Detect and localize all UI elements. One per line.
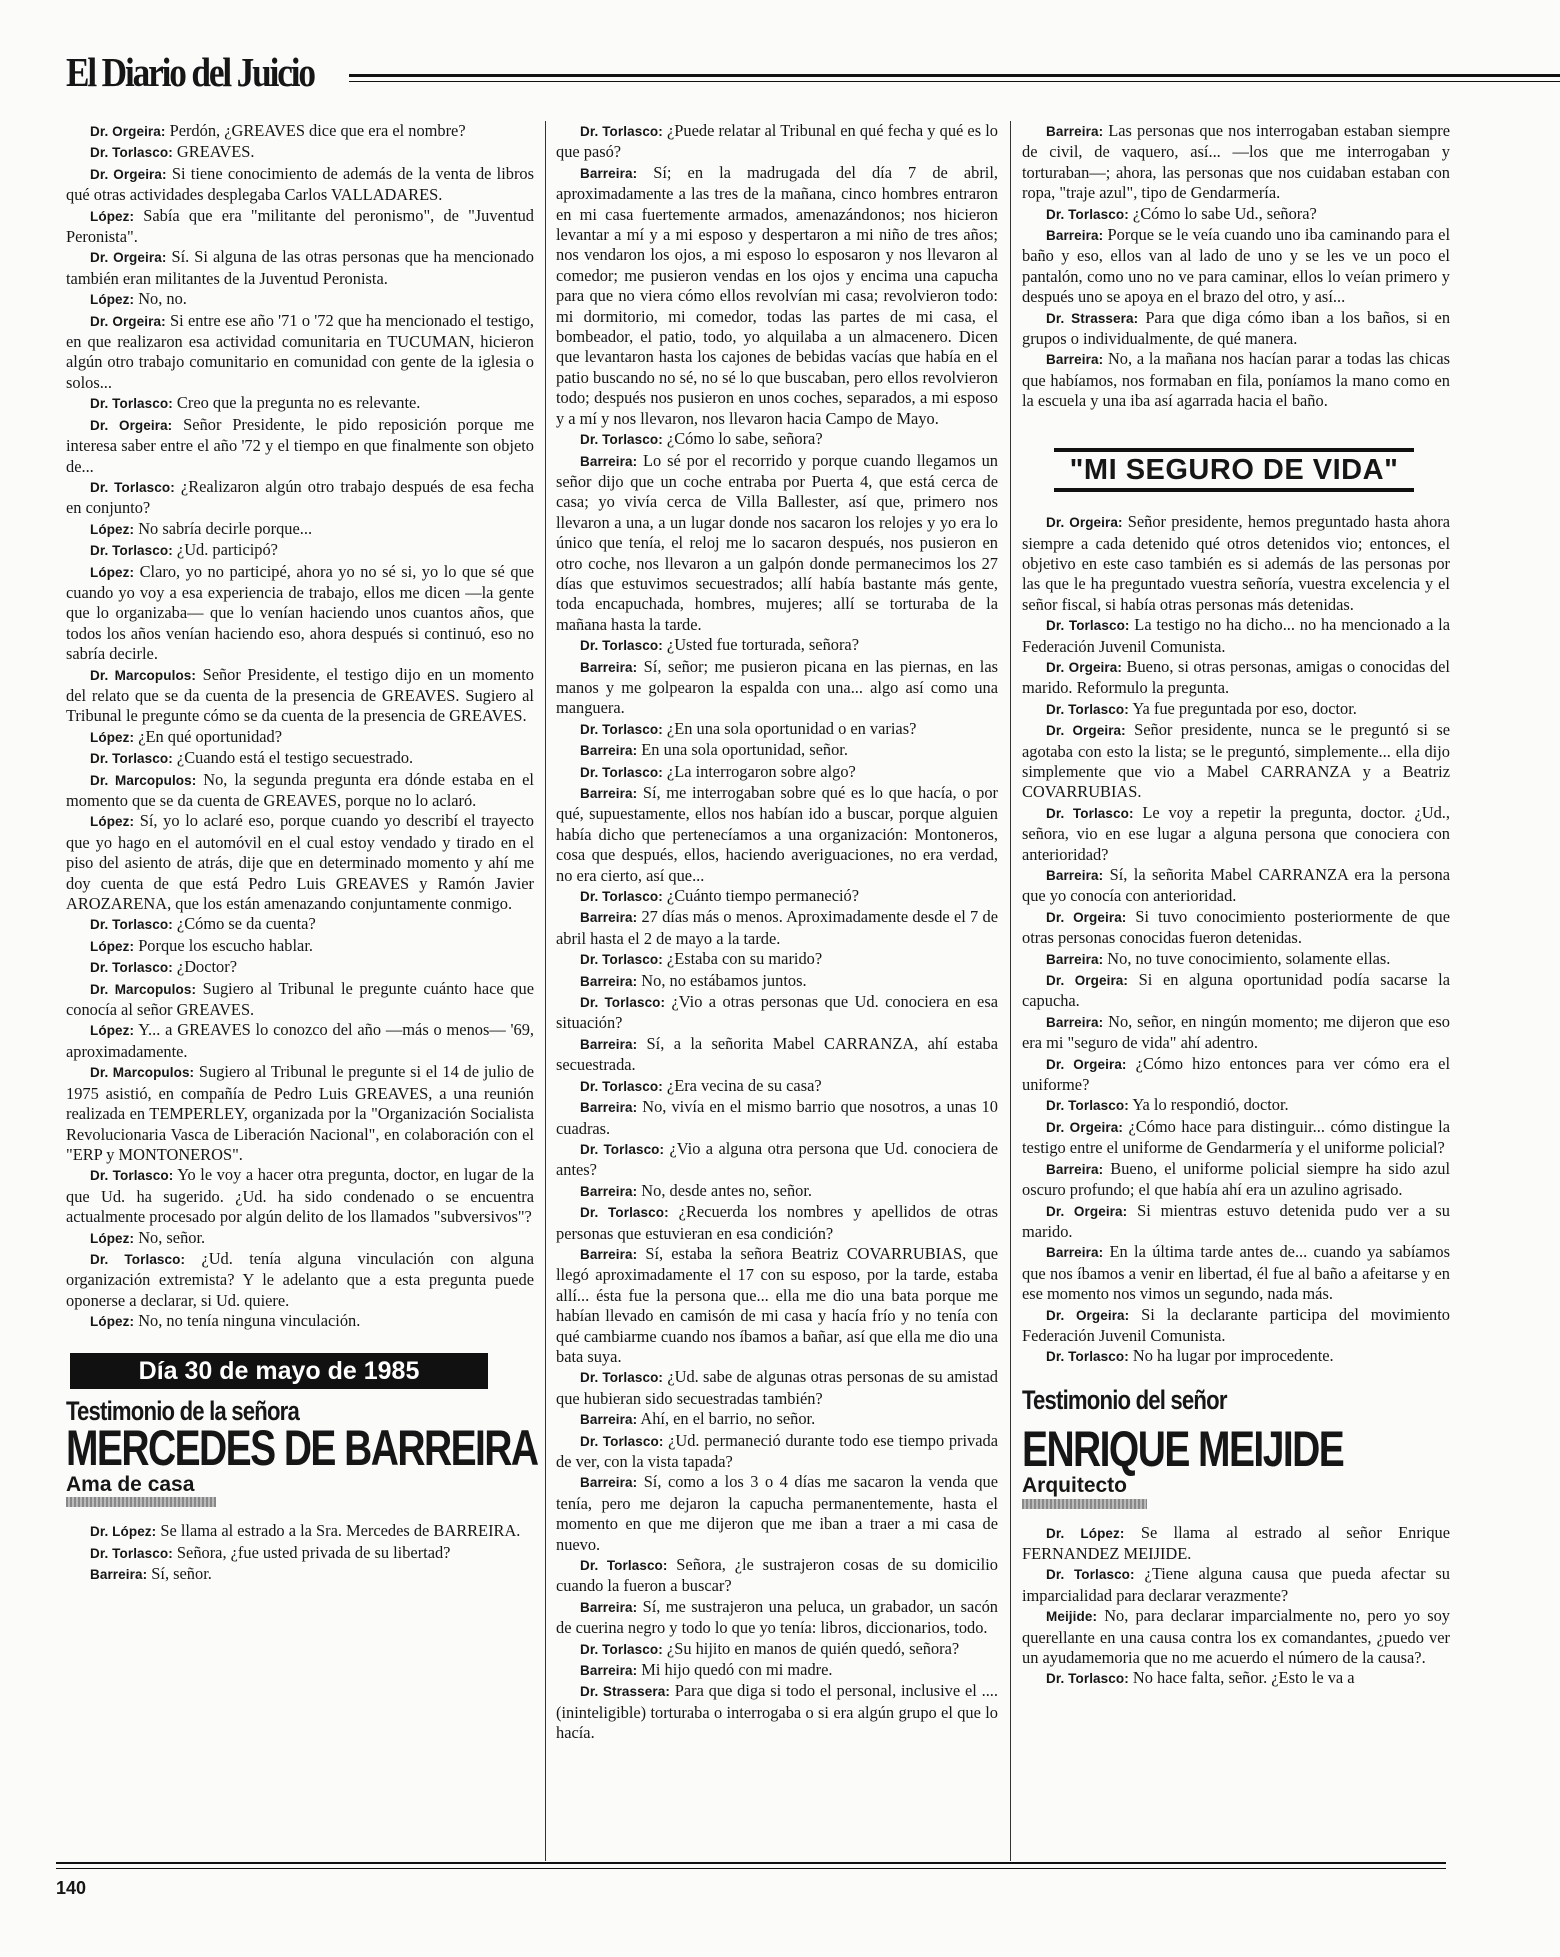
speech-text: Sugiero al Tribunal le pregunte si el 14 de julio de 1975 asistió, en compañía de Pedro Luis GREAVES, a una reunión realizada en TEMPERLEY, organizada por la "Organización Socialista Revolucionaria Vasca de Liberación Nacional", en colaboración con el "ERP y MONTONEROS".	[66, 1062, 535, 1164]
speech-text: No, a la mañana nos hacían parar a todas las chicas que habíamos, nos formaban en fila, poníamos la mano como en la escuela y una iba así agarrada hacia el baño.	[1022, 349, 1450, 411]
speaker-label: Barreira:	[1046, 352, 1104, 368]
speaker-label: Dr. Torlasco:	[580, 432, 663, 448]
speech-text: Claro, yo no participé, ahora yo no sé si, yo lo que sé que cuando yo voy a esa experiencia de trabajo, ellos me dicen —la gente que lo organizaba— que lo venían haciendo unos cuantos años, que todos los años venían haciendo eso, ahora después si continuó, eso no sabría decirle.	[66, 561, 534, 664]
section-heading: "MI SEGURO DE VIDA"	[1054, 448, 1414, 492]
speech-text: No ha lugar por improcedente.	[1128, 1346, 1334, 1366]
transcript-paragraph	[556, 907, 998, 949]
column-3	[1022, 121, 1450, 1690]
speaker-label: Meijide:	[1046, 1609, 1098, 1625]
speech-text: ¿Tiene alguna causa que pueda afectar su imparcialidad para declarar verazmente?	[1022, 1564, 1451, 1605]
transcript-paragraph	[1022, 865, 1450, 907]
transcript-paragraph	[556, 1097, 998, 1139]
speaker-label: Dr. Orgeira:	[1046, 909, 1127, 925]
transcript-paragraph	[66, 1564, 534, 1585]
speaker-label: Dr. Orgeira:	[90, 417, 173, 433]
speech-text: Señor Presidente, el testigo dijo en un momento del relato que se da cuenta de la presencia de GREAVES. Sugiero al Tribunal le pregunte cómo se da cuenta de la presencia de GREAVES.	[66, 664, 535, 726]
transcript-paragraph	[556, 121, 998, 163]
transcript-paragraph	[1022, 1012, 1450, 1054]
transcript-paragraph	[66, 914, 534, 935]
transcript-paragraph	[66, 727, 534, 748]
speaker-label: Dr. Marcopulos:	[90, 981, 197, 997]
speaker-label: Barreira:	[580, 1246, 638, 1262]
speaker-label: Dr. Torlasco:	[1046, 1349, 1129, 1365]
transcript-paragraph	[556, 429, 998, 450]
speech-text: Sí, señor; me pusieron picana en las piernas, en las manos y me golpearon la espalda con una... algo así como una manguera.	[556, 656, 998, 718]
speech-text: ¿Ud. sabe de algunas otras personas de su amistad que hubieran sido secuestradas también?	[556, 1367, 999, 1408]
transcript-paragraph	[66, 289, 534, 310]
transcript-paragraph	[1022, 803, 1450, 865]
transcript-paragraph	[556, 451, 998, 636]
speech-text: En una sola oportunidad, señor.	[637, 740, 848, 760]
speaker-label: López:	[90, 729, 135, 745]
speech-text: ¿Puede relatar al Tribunal en qué fecha y qué es lo que pasó?	[556, 121, 998, 162]
speech-text: Sugiero al Tribunal le pregunte cuánto hace que conocía al señor GREAVES.	[66, 978, 534, 1020]
transcript-paragraph	[1022, 1095, 1450, 1116]
speech-text: ¿Cómo se da cuenta?	[172, 914, 316, 934]
speech-text: Señor Presidente, le pido reposición porque me interesa saber entre el año '72 y el tiempo en que finalmente son objeto de...	[66, 414, 534, 476]
speaker-label: Barreira:	[1046, 1161, 1104, 1177]
speaker-label: Barreira:	[580, 1183, 638, 1199]
transcript-paragraph	[556, 971, 998, 992]
role-underline-shade	[66, 1497, 216, 1507]
footer-rule	[56, 1862, 1446, 1864]
speaker-label: López:	[90, 1314, 135, 1330]
testimony-label: Testimonio de la señora	[66, 1395, 299, 1426]
transcript-paragraph	[556, 163, 998, 429]
speech-text: Lo sé por el recorrido y porque cuando llegamos un señor dijo que un coche entraba por Puerta 4, que está cerca de casa; yo vivía cerca de Villa Ballester, así que, primero nos llevaron a una, a un lugar donde nos sacaron los relojes y yo era lo único que tenía, el reloj me lo sacaron después, nos pusieron en otro coche, nos llevaron a un galpón donde permanecimos los 27 días que estuvimos secuestrados; allí había bastante más gente, toda encapuchada, hombres, mujeres; allí se torturaba de la mañana hasta la tarde.	[556, 450, 998, 634]
speech-text: Sí, me sustrajeron una peluca, un grabador, un sacón de cuerina negro y todo lo que yo tenía: libros, diccionarios, todo.	[556, 1596, 998, 1638]
transcript-paragraph	[556, 1681, 998, 1743]
transcript-paragraph	[1022, 907, 1450, 949]
speaker-label: Barreira:	[1046, 1014, 1104, 1030]
speech-text: No sabría decirle porque...	[134, 518, 313, 538]
speech-text: Yo le voy a hacer otra pregunta, doctor, en lugar de la que Ud. ha sugerido. ¿Ud. ha sido condenado o se encuentra actualmente procesado por algún delito de los llamados "subversivos"?	[66, 1165, 534, 1227]
transcript-paragraph	[1022, 1159, 1450, 1201]
speech-text: ¿Cómo lo sabe Ud., señora?	[1128, 203, 1317, 223]
transcript-paragraph	[556, 1076, 998, 1097]
speaker-label: Dr. Torlasco:	[580, 1558, 668, 1574]
transcript-paragraph	[66, 979, 534, 1021]
transcript-paragraph	[1022, 204, 1450, 225]
speech-text: Sí, la señorita Mabel CARRANZA era la persona que yo conocía con anterioridad.	[1022, 865, 1450, 906]
speaker-label: Dr. Torlasco:	[90, 396, 173, 412]
transcript-paragraph	[1022, 1117, 1450, 1159]
transcript-paragraph	[66, 477, 534, 519]
speech-text: ¿Vio a alguna otra persona que Ud. conociera de antes?	[556, 1138, 998, 1180]
speaker-label: Dr. Torlasco:	[90, 1251, 186, 1267]
speech-text: La testigo no ha dicho... no ha mencionado a la Federación Juvenil Comunista.	[1022, 615, 1450, 656]
footer-rule-thin	[56, 1868, 1446, 1869]
transcript-paragraph	[556, 1034, 998, 1076]
speaker-label: Dr. Marcopulos:	[90, 667, 196, 683]
speech-text: No, desde antes no, señor.	[637, 1180, 812, 1200]
speaker-label: Dr. Strassera:	[1046, 310, 1139, 326]
speech-text: ¿Ud. permaneció durante todo ese tiempo privada de ver, con la vista tapada?	[556, 1430, 998, 1471]
transcript-block	[556, 121, 998, 1744]
witness-role: Ama de casa	[66, 1472, 195, 1496]
speaker-label: Dr. Torlasco:	[580, 764, 663, 780]
transcript-paragraph	[1022, 225, 1450, 308]
speaker-label: Dr. Torlasco:	[1046, 1098, 1129, 1114]
transcript-paragraph	[556, 949, 998, 970]
speaker-label: Barreira:	[580, 1412, 638, 1428]
speaker-label: Dr. Torlasco:	[580, 995, 666, 1011]
transcript-paragraph	[1022, 949, 1450, 970]
speech-text: Sí, estaba la señora Beatriz COVARRUBIAS, que llegó aproximadamente el 17 con su esposo, por la tarde, estaba allí... ésta fue la persona que... ella me dio una bata porque me habían llevado en camisón de mi casa y hacía frío y no tenía con qué cambiarme cuando nos íbamos a bañar, así que ella me dio una bata suya.	[556, 1243, 998, 1366]
speech-text: No, vivía en el mismo barrio que nosotros, a unas 10 cuadras.	[556, 1097, 998, 1138]
speech-text: No hace falta, señor. ¿Esto le va a	[1128, 1668, 1355, 1688]
transcript-paragraph	[66, 1521, 534, 1542]
speech-text: Señora, ¿fue usted privada de su libertad?	[172, 1542, 451, 1562]
transcript-block	[1022, 512, 1450, 1368]
speech-text: Si mientras estuvo detenida pudo ver a su marido.	[1022, 1200, 1450, 1241]
speaker-label: Barreira:	[580, 165, 638, 181]
transcript-paragraph	[556, 1597, 998, 1639]
speech-text: ¿Doctor?	[172, 957, 237, 977]
speaker-label: Dr. Orgeira:	[1046, 973, 1129, 989]
transcript-paragraph	[66, 748, 534, 769]
speaker-label: Dr. Orgeira:	[1046, 1203, 1128, 1219]
speech-text: Sí; en la madrugada del día 7 de abril, aproximadamente a las tres de la mañana, cinco hombres entraron en mi casa fuertemente armados, amenazándonos; nos hicieron levantar a mí y a mi esposo y despertaron a mi niño de tres años; nos vendaron los ojos, a mi esposo lo esposaron y nos llevaron al comedor; me pusieron vendas en los ojos y encima una capucha para que no viera cómo ellos revolvían mi casa; revolvieron todo: mi dormitorio, mi comedor, todas las partes de mi casa, el bombeador, el patio, todo, yo alquilaba a un almacenero. Dicen que levantaron hasta los cajones de bebidas vacías que había en el patio buscando no sé, no sé lo que buscaban, pero ellos revolvieron todo; después nos pusieron en unos coches, separados, a mi esposo y a mí y nos llevaron, nos llevaron hacia Campo de Mayo.	[556, 162, 998, 428]
speaker-label: López:	[90, 521, 135, 537]
speaker-label: Dr. Torlasco:	[1046, 618, 1130, 634]
speech-text: Ahí, en el barrio, no señor.	[637, 1409, 816, 1429]
transcript-paragraph	[66, 665, 534, 727]
transcript-paragraph	[66, 393, 534, 414]
transcript-paragraph	[1022, 1346, 1450, 1367]
speaker-label: Barreira:	[580, 1475, 638, 1491]
masthead-rule	[349, 74, 1560, 77]
speaker-label: Dr. Orgeira:	[90, 166, 167, 182]
speech-text: Sí, yo lo aclaré eso, porque cuando yo describí el trayecto que yo hago en el automóvil en el cual estoy vendado y tirado en el piso del asiento de atrás, dije que en determinado momento y ahí me doy cuenta de que está Pedro Luis GREAVES y Ramón Javier AROZARENA, que los están amenazando conjuntamente conmigo.	[66, 811, 534, 914]
speaker-label: Dr. Torlasco:	[1046, 1567, 1135, 1583]
transcript-paragraph	[556, 1472, 998, 1555]
transcript-paragraph	[66, 519, 534, 540]
speaker-label: Dr. Torlasco:	[580, 1433, 664, 1449]
transcript-paragraph	[556, 1639, 998, 1660]
speaker-label: Dr. Torlasco:	[580, 1141, 665, 1157]
transcript-paragraph	[66, 562, 534, 665]
speech-text: Sí, me interrogaban sobre qué es lo que hacía, o por qué, supuestamente, ellos nos habían ido a buscar, porque alguien había dicho que pertenecíamos a una organización: Montoneros, cosa que después, ellos, haciendo averiguaciones, no era verdad, no era cierto, así que...	[556, 783, 998, 885]
speaker-label: Dr. Torlasco:	[1046, 701, 1129, 717]
speech-text: 27 días más o menos. Aproximadamente desde el 7 de abril hasta el 2 de mayo a la tarde.	[556, 907, 998, 948]
speech-text: ¿Ud. tenía alguna vinculación con alguna organización extremista? Y le adelanto que a esta pregunta puede oponerse a declarar, si Ud. quiere.	[66, 1248, 534, 1310]
speech-text: Sí, señor.	[147, 1564, 212, 1584]
transcript-block	[1022, 121, 1450, 412]
speech-text: Y... a GREAVES lo conozco del año —más o menos— '69, aproximadamente.	[66, 1020, 534, 1061]
transcript-paragraph	[556, 657, 998, 719]
speech-text: Porque se le veía cuando uno iba caminando para el baño y eso, ellos van al lado de uno y se les ve un poco el pantalón, como uno no ve para caminar, ellos lo veían primero y después uno se apoya en el brazo del otro, y así...	[1022, 225, 1450, 307]
transcript-paragraph	[1022, 1668, 1450, 1689]
transcript-paragraph	[556, 762, 998, 783]
speaker-label: Barreira:	[580, 1036, 638, 1052]
speaker-label: Barreira:	[580, 973, 638, 989]
speaker-label: Barreira:	[1046, 951, 1104, 967]
speaker-label: Dr. Marcopulos:	[90, 1065, 195, 1081]
speech-text: Sí, a la señorita Mabel CARRANZA, ahí estaba secuestrada.	[556, 1033, 998, 1075]
transcript-paragraph	[1022, 308, 1450, 350]
speech-text: Sabía que era "militante del peronismo", de "Juventud Peronista".	[66, 205, 534, 247]
speech-text: ¿Usted fue torturada, señora?	[662, 635, 859, 655]
speech-text: ¿En qué oportunidad?	[134, 726, 283, 746]
transcript-paragraph	[66, 1020, 534, 1062]
witness-name: MERCEDES DE BARREIRA	[66, 1419, 538, 1476]
speaker-label: Dr. Torlasco:	[580, 124, 663, 139]
speech-text: ¿En una sola oportunidad o en varias?	[662, 718, 917, 738]
publication-title: El Diario del Juicio	[66, 49, 314, 95]
speaker-label: López:	[90, 292, 135, 308]
transcript-paragraph	[66, 164, 534, 206]
transcript-paragraph	[66, 540, 534, 561]
speech-text: Le voy a repetir la pregunta, doctor. ¿Ud., señora, vio en ese lugar a alguna persona que conociera con anterioridad?	[1022, 802, 1450, 864]
transcript-paragraph	[556, 1431, 998, 1473]
speech-text: Si entre ese año '71 o '72 que ha mencionado el testigo, en que realizaron esa actividad comunitaria en TUCUMAN, hicieron algún otro trabajo comunitario en comunidad con gente de la iglesia o solos...	[66, 310, 535, 392]
speech-text: Señora, ¿le sustrajeron cosas de su domicilio cuando la fueron a buscar?	[556, 1555, 998, 1596]
transcript-paragraph	[1022, 615, 1450, 657]
speaker-label: Barreira:	[580, 1663, 638, 1679]
speaker-label: Barreira:	[1046, 228, 1104, 244]
speaker-label: López:	[90, 208, 135, 224]
speaker-label: Barreira:	[1046, 868, 1104, 883]
speaker-label: Barreira:	[90, 1567, 148, 1583]
speaker-label: Dr. Torlasco:	[1046, 206, 1129, 222]
transcript-paragraph	[66, 142, 534, 163]
date-bar: Día 30 de mayo de 1985	[70, 1353, 488, 1389]
transcript-paragraph	[66, 311, 534, 394]
speaker-label: Dr. Torlasco:	[90, 960, 173, 976]
speech-text: Bueno, el uniforme policial siempre ha sido azul oscuro profundo; el que había ahí era un azulino agrisado.	[1022, 1158, 1450, 1200]
speaker-label: Barreira:	[580, 453, 638, 469]
transcript-paragraph	[1022, 512, 1450, 615]
speech-text: ¿Cuánto tiempo permaneció?	[662, 886, 859, 906]
transcript-paragraph	[66, 1249, 534, 1311]
transcript-block	[66, 121, 534, 1333]
transcript-paragraph	[556, 1555, 998, 1597]
speaker-label: Dr. Torlasco:	[580, 638, 663, 654]
transcript-paragraph	[66, 1311, 534, 1332]
speech-text: Mi hijo quedó con mi madre.	[637, 1660, 833, 1680]
masthead	[66, 48, 1560, 98]
speech-text: Si tiene conocimiento de además de la venta de libros qué otras actividades desplegaba Carlos VALLADARES.	[66, 163, 534, 205]
speaker-label: Dr. Torlasco:	[90, 917, 173, 933]
speech-text: No, para declarar imparcialmente no, pero yo soy querellante en una causa contra los ex comandantes, ¿puedo ver un ayudamemoria que no me acuerdo el número de la causa?.	[1022, 1606, 1450, 1667]
speaker-label: Dr. Torlasco:	[580, 889, 663, 905]
speech-text: ¿La interrogaron sobre algo?	[662, 761, 856, 781]
speech-text: Sí, como a los 3 o 4 días me sacaron la venda que tenía, pero me dejaron la capucha permanentemente, hasta el momento en que me dijeron que me iban a traer a mi casa de nuevo.	[556, 1472, 998, 1554]
speaker-label: Dr. Torlasco:	[1046, 1671, 1129, 1687]
transcript-paragraph	[556, 719, 998, 740]
speech-text: Si la declarante participa del movimiento Federación Juvenil Comunista.	[1022, 1304, 1450, 1345]
speaker-label: Dr. Torlasco:	[580, 1078, 663, 1094]
speaker-label: Dr. Orgeira:	[1046, 1119, 1123, 1135]
transcript-paragraph	[556, 1244, 998, 1367]
speaker-label: Dr. Torlasco:	[90, 751, 173, 767]
speech-text: ¿Vio a otras personas que Ud. conociera en esa situación?	[556, 992, 998, 1033]
transcript-paragraph	[556, 1181, 998, 1202]
speaker-label: Dr. Torlasco:	[580, 721, 663, 737]
speech-text: Bueno, si otras personas, amigas o conocidas del marido. Reformulo la pregunta.	[1022, 656, 1450, 698]
speech-text: Si tuvo conocimiento posteriormente de que otras personas conocidas fueron detenidas.	[1022, 906, 1450, 948]
transcript-paragraph	[1022, 1606, 1450, 1668]
transcript-paragraph	[66, 1165, 534, 1227]
speech-text: Creo que la pregunta no es relevante.	[172, 393, 421, 413]
speech-text: ¿Era vecina de su casa?	[662, 1075, 822, 1095]
transcript-paragraph	[66, 957, 534, 978]
speech-text: No, señor, en ningún momento; me dijeron que eso era mi "seguro de vida" ahí adentro.	[1022, 1011, 1450, 1053]
speech-text: Señor presidente, nunca se le preguntó si se agotaba con esto la lista; se le preguntó, simplemente... ella dijo simplemente que vio a Mabel CARRANZA y a Beatriz COVARRUBIAS.	[1022, 720, 1450, 802]
speech-text: No, la segunda pregunta era dónde estaba en el momento que se da cuenta de GREAVES, porque no lo aclaró.	[66, 769, 534, 810]
speaker-label: Dr. Marcopulos:	[90, 772, 197, 788]
speech-text: Ya lo respondió, doctor.	[1128, 1095, 1289, 1115]
transcript-paragraph	[556, 783, 998, 886]
speaker-label: Dr. Strassera:	[580, 1684, 670, 1700]
speaker-label: Dr. Orgeira:	[1046, 723, 1126, 739]
speaker-label: López:	[90, 564, 135, 580]
role-underline-shade	[1022, 1499, 1147, 1509]
transcript-paragraph	[66, 247, 534, 289]
transcript-paragraph	[556, 1139, 998, 1181]
transcript-paragraph	[1022, 657, 1450, 699]
speech-text: ¿Estaba con su marido?	[662, 949, 823, 969]
transcript-paragraph	[66, 770, 534, 812]
speech-text: ¿Su hijito en manos de quién quedó, señora?	[662, 1638, 960, 1658]
transcript-block	[66, 1521, 534, 1585]
speech-text: Las personas que nos interrogaban estaban siempre de civil, de vaquero, así... —los que me interrogaban y torturaban—; ahora, las personas que nos cuidaban estaban con ropa, "traje azul", tipo de Gendarmería.	[1022, 121, 1450, 203]
speaker-label: Dr. Torlasco:	[580, 1641, 663, 1657]
transcript-paragraph	[66, 206, 534, 248]
transcript-paragraph	[1022, 121, 1450, 204]
transcript-paragraph	[556, 635, 998, 656]
transcript-paragraph	[556, 992, 998, 1034]
speech-text: No, no.	[134, 289, 187, 309]
transcript-paragraph	[556, 1660, 998, 1681]
speaker-label: Dr. Torlasco:	[90, 1545, 173, 1561]
transcript-paragraph	[556, 1367, 998, 1409]
transcript-paragraph	[556, 1202, 998, 1244]
speech-text: Perdón, ¿GREAVES dice que era el nombre?	[165, 121, 466, 140]
speaker-label: Barreira:	[580, 1100, 638, 1116]
transcript-paragraph	[66, 1062, 534, 1165]
column-2	[556, 121, 998, 1744]
transcript-paragraph	[556, 886, 998, 907]
speech-text: ¿Cómo lo sabe, señora?	[662, 429, 823, 449]
transcript-paragraph	[1022, 1054, 1450, 1096]
testimony-label: Testimonio del señor	[1022, 1384, 1227, 1415]
speech-text: Si en alguna oportunidad podía sacarse la capucha.	[1022, 970, 1451, 1011]
speech-text: No, no tuve conocimiento, solamente ellas.	[1103, 948, 1391, 968]
transcript-paragraph	[1022, 1564, 1450, 1606]
witness-name: ENRIQUE MEIJIDE	[1022, 1421, 1344, 1478]
speaker-label: López:	[90, 938, 135, 954]
speaker-label: Dr. Orgeira:	[1046, 659, 1122, 675]
speaker-label: Dr. Torlasco:	[90, 1168, 174, 1184]
speech-text: ¿Recuerda los nombres y apellidos de otras personas que estuvieran en esa condición?	[556, 1202, 998, 1243]
speech-text: ¿Ud. participó?	[172, 540, 278, 560]
speaker-label: Dr. Orgeira:	[1046, 1307, 1130, 1323]
speech-text: En la última tarde antes de... cuando ya sabíamos que nos íbamos a venir en libertad, él fue al baño a afeitarse y en ese momento nos vimos un segundo, nada más.	[1022, 1242, 1450, 1304]
transcript-paragraph	[1022, 699, 1450, 720]
speaker-label: Barreira:	[1046, 1245, 1104, 1261]
speech-text: Se llama al estrado al señor Enrique FERNANDEZ MEIJIDE.	[1022, 1522, 1450, 1563]
speaker-label: Dr. Torlasco:	[580, 1205, 669, 1221]
speaker-label: López:	[90, 1230, 135, 1246]
speaker-label: López:	[90, 1023, 135, 1039]
speaker-label: Dr. Torlasco:	[90, 145, 173, 161]
transcript-block	[1022, 1523, 1450, 1690]
transcript-paragraph	[556, 1409, 998, 1430]
speaker-label: Dr. Torlasco:	[90, 479, 175, 495]
speaker-label: Dr. Torlasco:	[1046, 805, 1134, 821]
speaker-label: Dr. Orgeira:	[90, 313, 166, 329]
transcript-paragraph	[66, 415, 534, 477]
transcript-paragraph	[66, 121, 534, 142]
column-divider	[545, 121, 546, 1861]
transcript-paragraph	[1022, 1305, 1450, 1347]
transcript-paragraph	[1022, 349, 1450, 411]
speaker-label: Barreira:	[580, 659, 638, 675]
speech-text: Para que diga cómo iban a los baños, si en grupos o individualmente, de qué manera.	[1022, 307, 1451, 349]
speech-text: No, no tenía ninguna vinculación.	[134, 1311, 361, 1331]
transcript-paragraph	[1022, 1201, 1450, 1243]
speaker-label: Barreira:	[580, 910, 638, 926]
speaker-label: Dr. Torlasco:	[580, 952, 663, 968]
speech-text: Señor presidente, hemos preguntado hasta ahora siempre a cada detenido qué otros detenidos vio; entonces, el objetivo en este caso también es si además de las personas por las que le ha preguntado vuestra señoría, vuestra excelencia y el señor fiscal, si había otras personas más detenidas.	[1022, 512, 1450, 614]
witness-role: Arquitecto	[1022, 1474, 1127, 1498]
column-1	[66, 121, 538, 1586]
transcript-paragraph	[1022, 970, 1450, 1012]
speech-text: GREAVES.	[172, 142, 255, 162]
speaker-label: Barreira:	[580, 743, 638, 759]
speech-text: Para que diga si todo el personal, inclusive el .... (ininteligible) torturaba o interrogaba o si era algún grupo el que lo hacía.	[556, 1681, 999, 1743]
speaker-label: Dr. Orgeira:	[90, 250, 167, 266]
speaker-label: Dr. Orgeira:	[1046, 515, 1123, 531]
speaker-label: Barreira:	[580, 786, 638, 801]
transcript-paragraph	[1022, 1523, 1450, 1565]
speech-text: ¿Cómo hizo entonces para ver cómo era el uniforme?	[1022, 1053, 1450, 1095]
speech-text: ¿Cómo hace para distinguir... cómo distingue la testigo entre el uniforme de Gendarmería y el uniforme policial?	[1022, 1116, 1450, 1158]
column-divider	[1010, 121, 1011, 1861]
speaker-label: Dr. Orgeira:	[1046, 1056, 1127, 1072]
speaker-label: Barreira:	[580, 1599, 638, 1615]
page-number: 140	[56, 1878, 87, 1898]
transcript-paragraph	[1022, 1242, 1450, 1304]
speech-text: No, no estábamos juntos.	[637, 970, 807, 990]
speech-text: No, señor.	[134, 1227, 206, 1247]
speech-text: Ya fue preguntada por eso, doctor.	[1128, 698, 1357, 718]
speaker-label: Dr. Orgeira:	[90, 124, 166, 139]
speech-text: ¿Cuando está el testigo secuestrado.	[172, 748, 414, 768]
speech-text: ¿Realizaron algún otro trabajo después de esa fecha en conjunto?	[66, 476, 534, 518]
speaker-label: Barreira:	[1046, 124, 1104, 139]
speaker-label: López:	[90, 814, 135, 830]
transcript-paragraph	[66, 811, 534, 914]
speech-text: Se llama al estrado a la Sra. Mercedes de BARREIRA.	[156, 1521, 521, 1541]
speaker-label: Dr. López:	[90, 1524, 157, 1540]
transcript-paragraph	[66, 936, 534, 957]
speech-text: Porque los escucho hablar.	[134, 935, 313, 955]
speech-text: Sí. Si alguna de las otras personas que ha mencionado también eran militantes de la Juventud Peronista.	[66, 247, 535, 288]
transcript-paragraph	[1022, 720, 1450, 803]
speaker-label: Dr. Torlasco:	[580, 1370, 664, 1386]
masthead-rule-thin	[349, 81, 1560, 82]
transcript-paragraph	[556, 740, 998, 761]
speaker-label: Dr. López:	[1046, 1525, 1125, 1541]
transcript-paragraph	[66, 1543, 534, 1564]
speaker-label: Dr. Torlasco:	[90, 543, 173, 559]
transcript-paragraph	[66, 1228, 534, 1249]
